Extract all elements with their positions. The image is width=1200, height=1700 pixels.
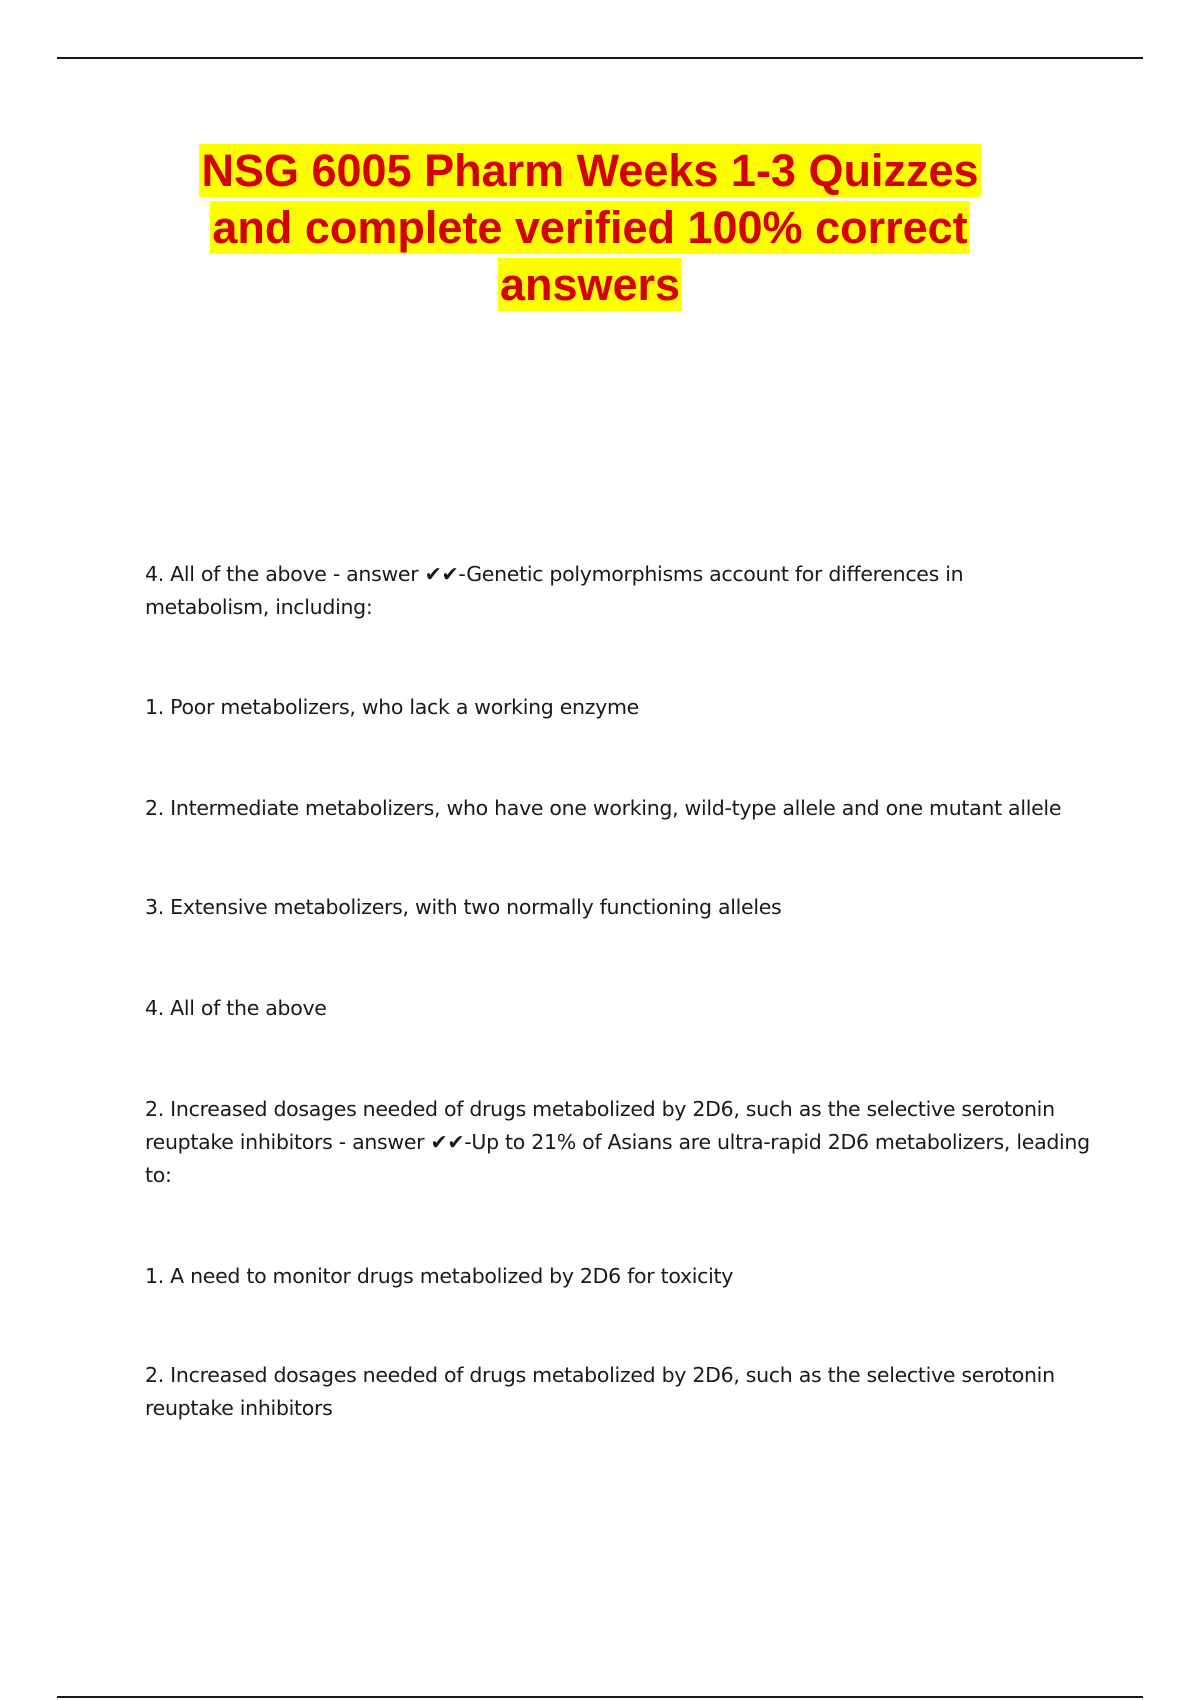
document-body — [145, 558, 1090, 1425]
document-title — [140, 142, 1040, 313]
title-line-1: NSG 6005 Pharm Weeks 1-3 Quizzes — [201, 145, 979, 196]
paragraph-q2-option-1: 1. A need to monitor drugs metabolized by 2D6 for toxicity — [145, 1264, 734, 1288]
paragraph-q1-option-2: 2. Intermediate metabolizers, who have one working, wild-type allele and one mutant allele — [145, 796, 1062, 820]
paragraph-q2-answer: 2. Increased dosages needed of drugs metabolized by 2D6, such as the selective serotonin reuptake inhibitors - answer ✔✔-Up to 21% of Asians are ultra-rapid 2D6 metabolizers, leading to: — [145, 1097, 1090, 1187]
bottom-rule — [57, 1696, 1143, 1698]
top-rule — [57, 57, 1143, 59]
paragraph-q2-option-2: 2. Increased dosages needed of drugs metabolized by 2D6, such as the selective serotonin reuptake inhibitors — [145, 1363, 1055, 1420]
paragraph-q1-answer: 4. All of the above - answer ✔✔-Genetic polymorphisms account for differences in metabolism, including: — [145, 562, 964, 619]
paragraph-q1-option-3: 3. Extensive metabolizers, with two normally functioning alleles — [145, 895, 782, 919]
title-line-2: and complete verified 100% correct — [212, 202, 968, 253]
title-line-3: answers — [499, 259, 681, 310]
paragraph-q1-option-4: 4. All of the above — [145, 996, 327, 1020]
paragraph-q1-option-1: 1. Poor metabolizers, who lack a working enzyme — [145, 695, 639, 719]
